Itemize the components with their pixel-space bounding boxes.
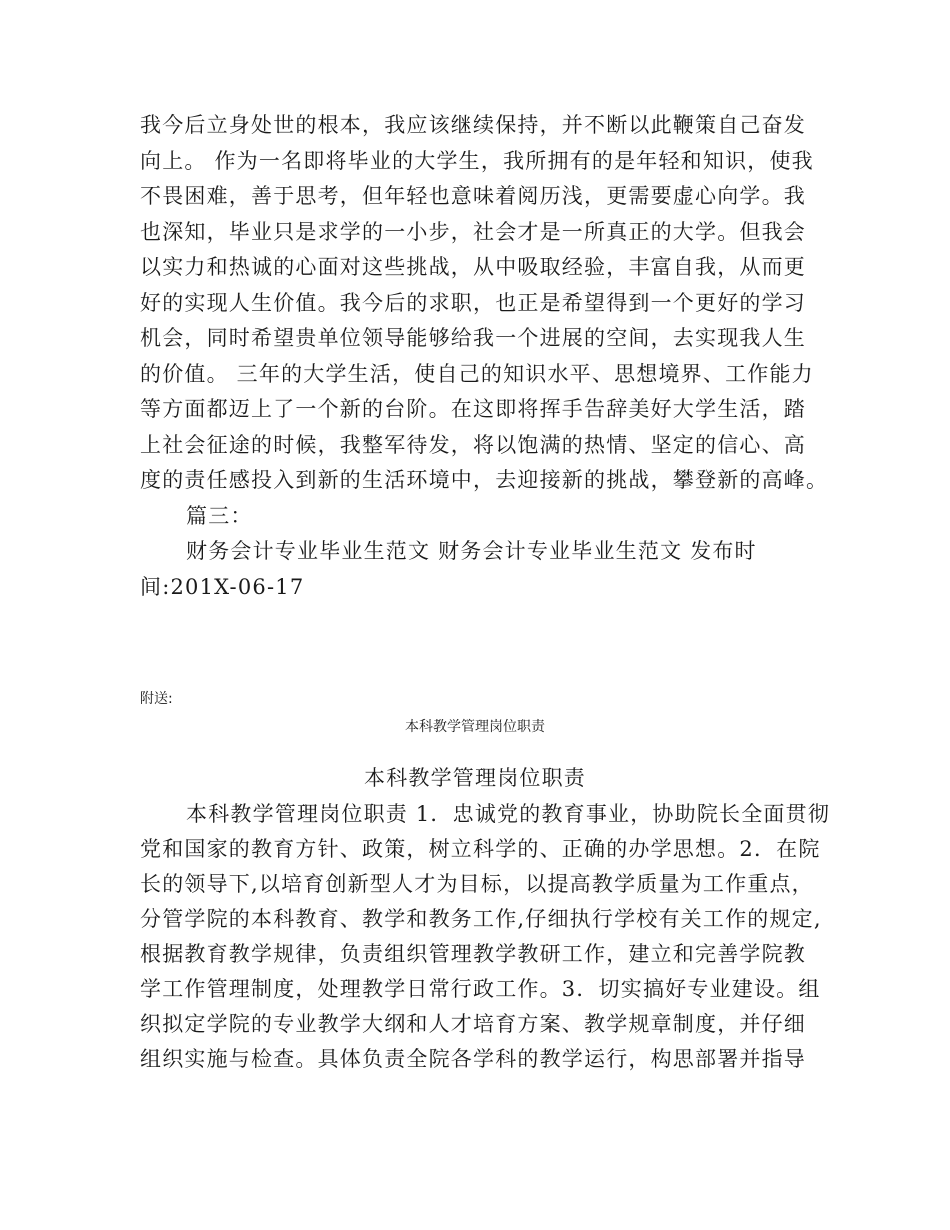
paragraph-line: 等方面都迈上了一个新的台阶。在这即将挥手告辞美好大学生活，踏	[140, 397, 806, 421]
appendix-title: 本科教学管理岗位职责	[364, 766, 586, 790]
paragraph-line: 的价值。 三年的大学生活，使自己的知识水平、思想境界、工作能力	[140, 361, 814, 386]
paragraph-line: 根据教育教学规律，负责组织管理教学教研工作，建立和完善学院教	[140, 942, 806, 966]
paragraph-line: 不畏困难，善于思考，但年轻也意味着阅历浅，更需要虚心向学。我	[140, 184, 806, 208]
paragraph-line: 分管学院的本科教育、教学和教务工作,仔细执行学校有关工作的规定,	[140, 907, 822, 931]
paragraph-line: 织拟定学院的专业教学大纲和人才培育方案、教学规章制度，并仔细	[140, 1012, 806, 1036]
paragraph-line: 党和国家的教育方针、政策，树立科学的、正确的办学思想。2．在院	[140, 837, 821, 861]
paragraph-line: 长的领导下,以培育创新型人才为目标，以提高教学质量为工作重点，	[140, 872, 814, 896]
paragraph-line: 组织实施与检查。具体负责全院各学科的教学运行，构思部署并指导	[140, 1047, 806, 1071]
paragraph-line: 学工作管理制度，处理教学日常行政工作。3．切实搞好专业建设。组	[140, 977, 821, 1001]
article-date-line: 间:201X-06-17	[140, 574, 305, 599]
paragraph-line: 度的责任感投入到新的生活环境中，去迎接新的挑战，攀登新的高峰。	[140, 468, 829, 492]
appendix-label: 附送:	[140, 691, 173, 707]
paragraph-line: 也深知，毕业只是求学的一小步，社会才是一所真正的大学。但我会	[140, 219, 806, 244]
paragraph-line: 上社会征途的时候，我整军待发，将以饱满的热情、坚定的信心、高	[140, 432, 806, 457]
article-title-line: 财务会计专业毕业生范文 财务会计专业毕业生范文 发布时	[186, 539, 757, 563]
paragraph-line: 好的实现人生价值。我今后的求职，也正是希望得到一个更好的学习	[140, 290, 806, 315]
paragraph-line: 以实力和热诚的心面对这些挑战，从中吸取经验，丰富自我，从而更	[140, 255, 806, 279]
appendix-body	[140, 797, 831, 1077]
appendix-small-title: 本科教学管理岗位职责	[405, 719, 545, 735]
section1-body	[140, 108, 829, 605]
paragraph-line: 向上。 作为一名即将毕业的大学生，我所拥有的是年轻和知识，使我	[140, 148, 814, 173]
paragraph-line: 本科教学管理岗位职责 1．忠诚党的教育事业，协助院长全面贯彻	[186, 802, 831, 826]
section-heading: 篇三：	[186, 503, 253, 528]
paragraph-line: 机会，同时希望贵单位领导能够给我一个进展的空间，去实现我人生	[140, 326, 806, 350]
paragraph-line: 我今后立身处世的根本，我应该继续保持，并不断以此鞭策自己奋发	[140, 113, 806, 137]
